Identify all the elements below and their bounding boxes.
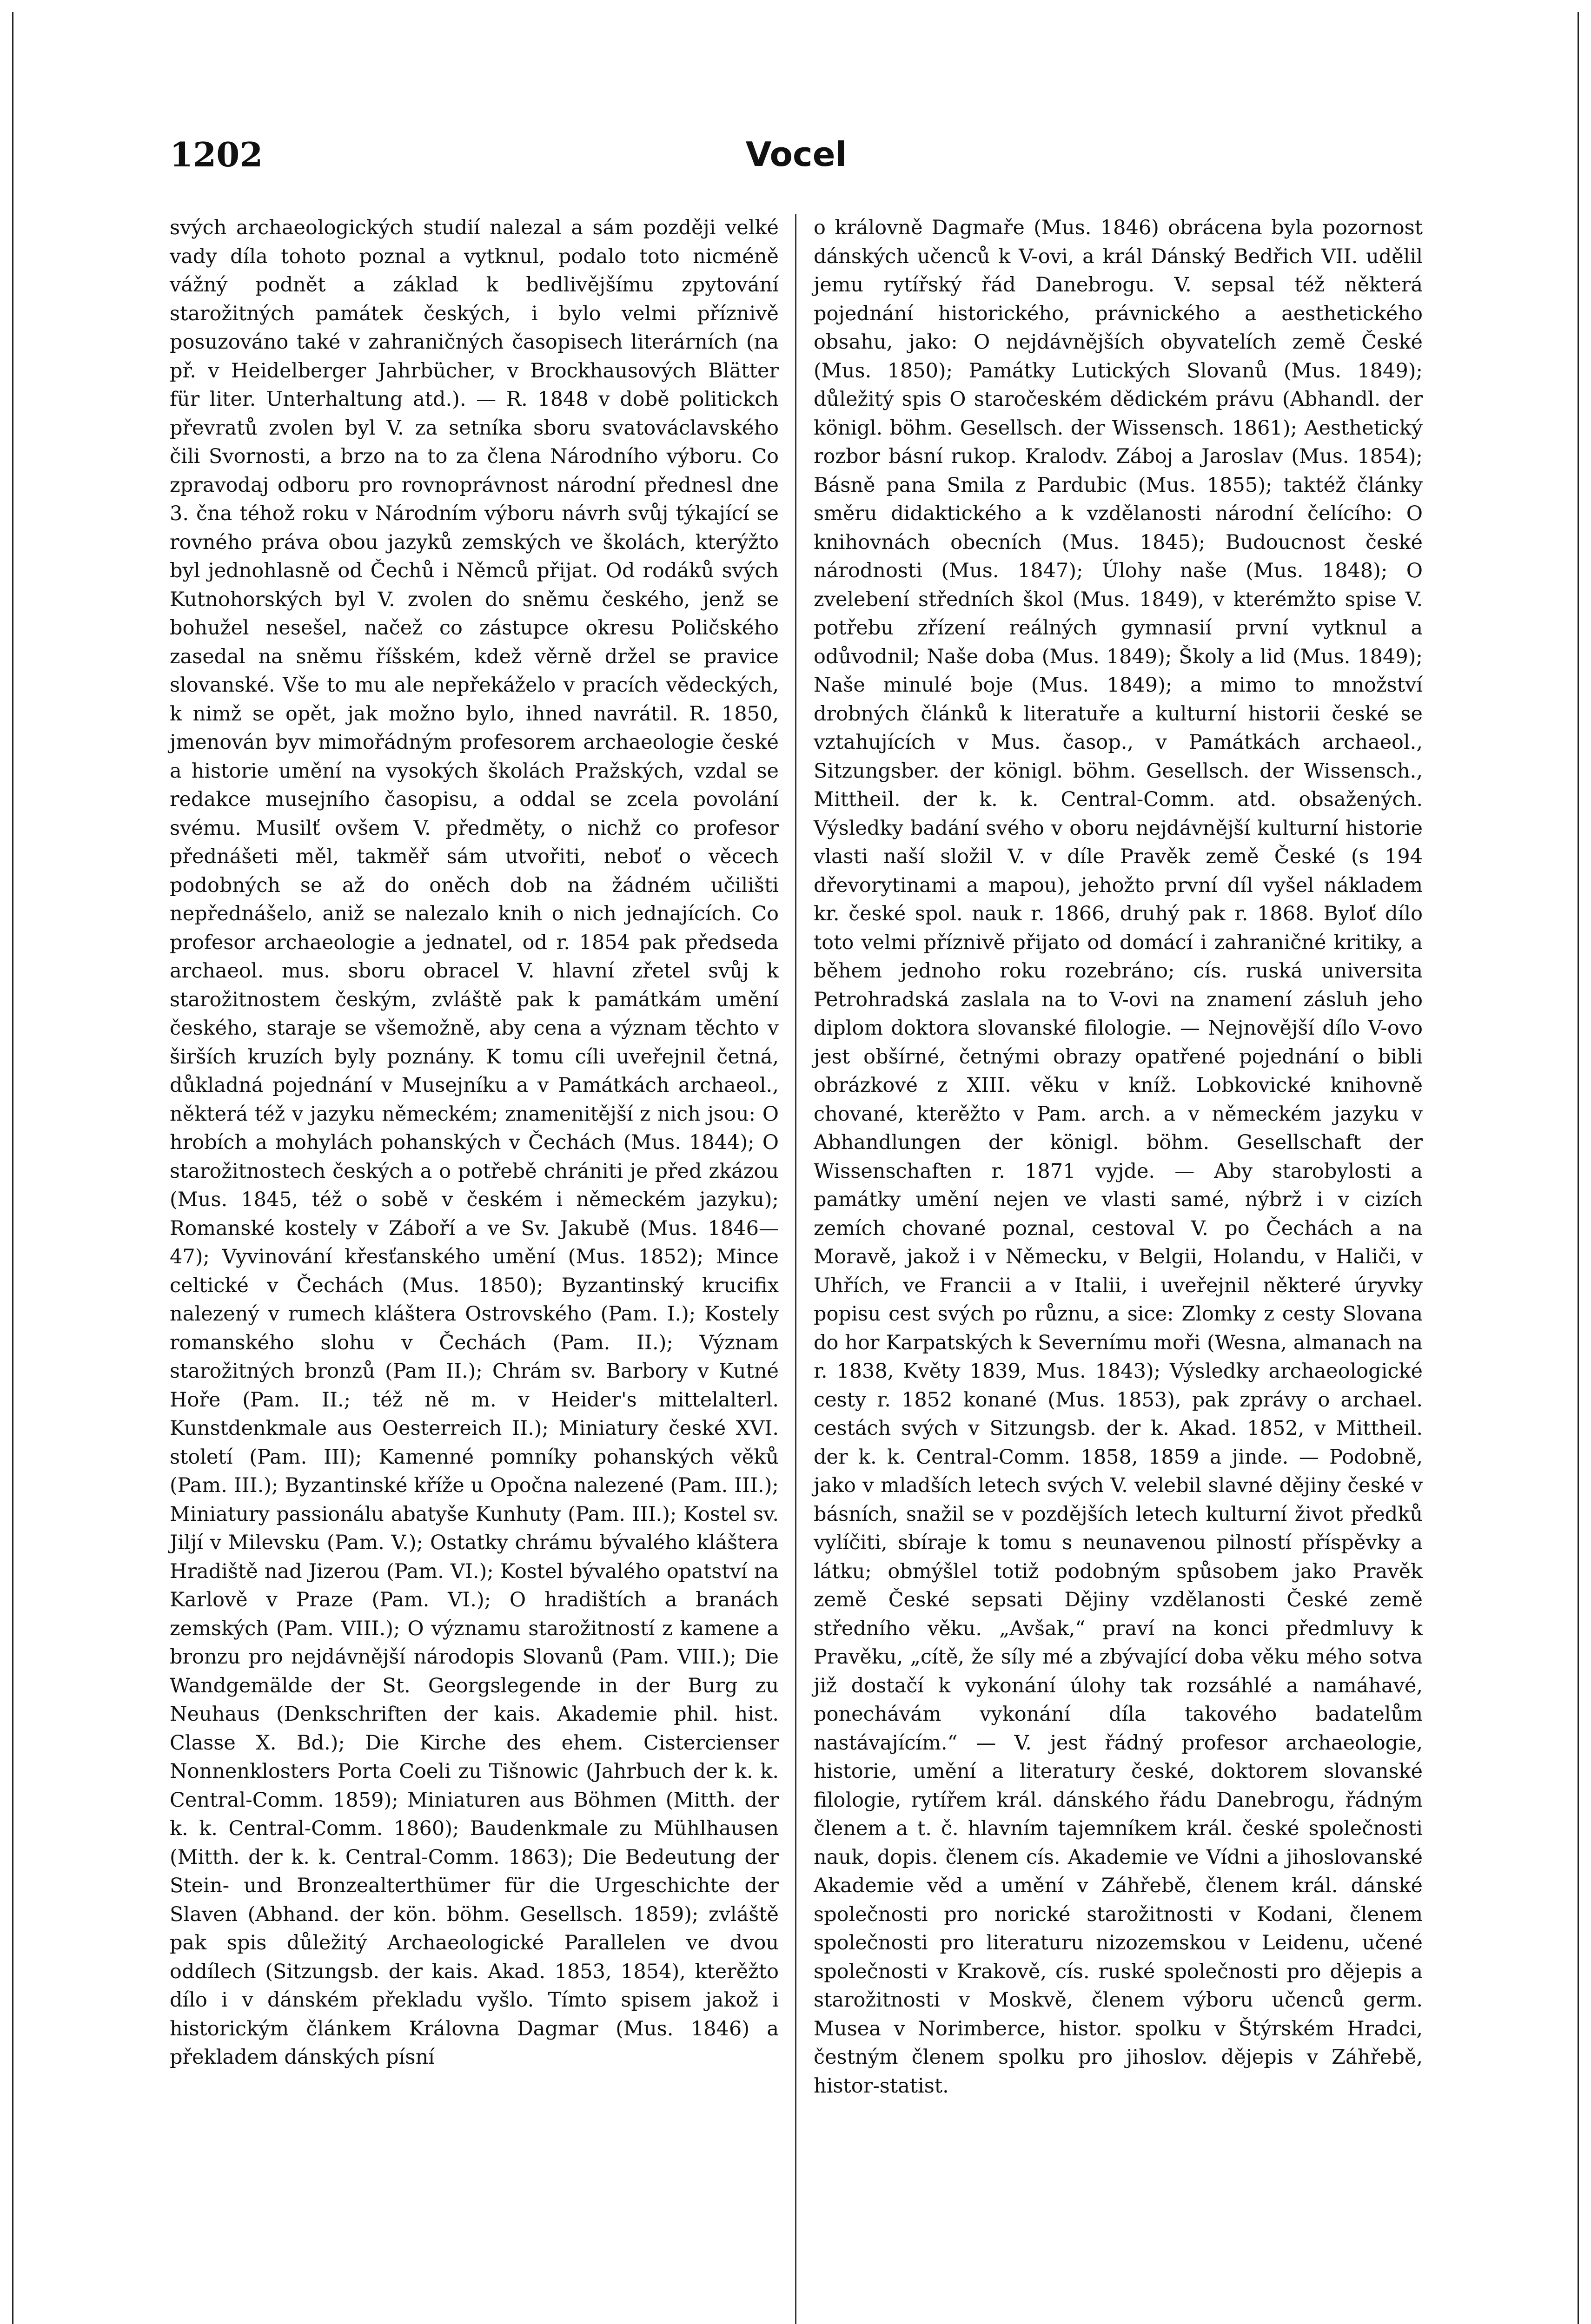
page <box>170 125 1423 2100</box>
page-header <box>170 125 1423 195</box>
right-column-text: o královně Dagmaře (Mus. 1846) obrácena byla pozornost dánských učenců k V-ovi, a král Dánský Bedřich VII. udělil jemu rytířský řád Danebrogu. V. sepsal též některá pojednání historického, právnického a aesthetického obsahu, jako: O nejdávnějších obyvatelích země České (Mus. 1850); Památky Lutických Slovanů (Mus. 1849); důležitý spis O staročeském dědickém právu (Abhandl. der königl. böhm. Gesellsch. der Wissensch. 1861); Aesthetický rozbor básní rukop. Kralodv. Záboj a Jaroslav (Mus. 1854); Básně pana Smila z Pardubic (Mus. 1855); taktéž články směru didaktického a k vzdělanosti národní čelícího: O knihovnách obecních (Mus. 1845); Budoucnost české národnosti (Mus. 1847); Úlohy naše (Mus. 1848); O zvelebení středních škol (Mus. 1849), v kterémžto spise V. potřebu zřízení reálných gymnasií první vytknul a odůvodnil; Naše doba (Mus. 1849); Školy a lid (Mus. 1849); Naše minulé boje (Mus. 1849); a mimo to množství drobných článků k literatuře a kulturní historii české se vztahujících v Mus. časop., v Památkách archaeol., Sitzungsber. der königl. böhm. Gesellsch. der Wissensch., Mittheil. der k. k. Central-Comm. atd. obsažených. Výsledky badání svého v oboru nejdávnější kulturní historie vlasti naší složil V. v díle Pravěk země České (s 194 dřevorytinami a mapou), jehožto první díl vyšel nákladem kr. české spol. nauk r. 1866, druhý pak r. 1868. Byloť dílo toto velmi příznivě přijato od domácí i zahraničné kritiky, a během jednoho roku rozebráno; cís. ruská universita Petrohradská zaslala na to V-ovi na znamení zásluh jeho diplom doktora slovanské filologie. — Nejnovější dílo V-ovo jest obšírné, četnými obrazy opatřené pojednání o bibli obrázkové z XIII. věku v kníž. Lobkovické knihovně chované, kterěžto v Pam. arch. a v německém jazyku v Abhandlungen der königl. böhm. Gesellschaft der Wissenschaften r. 1871 vyjde. — Aby starobylosti a památky umění nejen ve vlasti samé, nýbrž i v cizích zemích chované poznal, cestoval V. po Čechách a na Moravě, jakož i v Německu, v Belgii, Holandu, v Haliči, v Uhřích, ve Francii a v Italii, i uveřejnil některé úryvky popisu cest svých po různu, a sice: Zlomky z cesty Slovana do hor Karpatských k Severnímu moři (Wesna, almanach na r. 1838, Květy 1839, Mus. 1843); Výsledky archaeologické cesty r. 1852 konané (Mus. 1853), pak zprávy o archael. cestách svých v Sitzungsb. der k. Akad. 1852, v Mittheil. der k. k. Central-Comm. 1858, 1859 a jinde. — Podobně, jako v mladších letech svých V. velebil slavné dějiny české v básních, snažil se v pozdějších letech kulturní život předků vylíčiti, sbíraje k tomu s neunavenou pilností příspěvky a látku; obmýšlel totiž podobným spůsobem jako Pravěk země České sepsati Dějiny vzdělanosti České země středního věku. „Avšak,“ praví na konci předmluvy k Pravěku, „cítě, že síly mé a zbývající doba věku mého sotva již dostačí k vykonání úlohy tak rozsáhlé a namáhavé, ponechávám vykonání díla takového badatelům nastávajícím.“ — V. jest řádný profesor archaeologie, historie, umění a literatury české, doktorem slovanské filologie, rytířem král. dánského řádu Danebrogu, řádným členem a t. č. hlavním tajemníkem král. české společnosti nauk, dopis. členem cís. Akademie ve Vídni a jihoslovanské Akademie věd a umění v Záhřebě, členem král. dánské společnosti pro norické starožitnosti v Kodani, členem společnosti pro literaturu nizozemskou v Leidenu, učené společnosti v Krakově, cís. ruské společnosti pro dějepis a starožitnosti v Moskvě, členem výboru učenců germ. Musea v Norimberce, histor. spolku v Štýrském Hradci, čestným členem spolku pro jihoslov. dějepis v Záhřebě, histor-statist. <box>814 216 1423 2098</box>
column-divider <box>795 214 796 2324</box>
left-column-text: svých archaeologických studií nalezal a sám později velké vady díla tohoto poznal a vytknul, podalo toto nicméně vážný podnět a základ k bedlivějšímu zpytování starožitných památek českých, i bylo velmi příznivě posuzováno také v zahraničných časopisech literárních (na př. v Heidelberger Jahrbücher, v Brockhausových Blätter für liter. Unterhaltung atd.). — R. 1848 v době politickch převratů zvolen byl V. za setníka sboru svatováclavského čili Svornosti, a brzo na to za člena Národního výboru. Co zpravodaj odboru pro rovnoprávnost národní přednesl dne 3. čna téhož roku v Národním výboru návrh svůj týkající se rovného práva obou jazyků zemských ve školách, kterýžto byl jednohlasně od Čechů i Němců přijat. Od rodáků svých Kutnohorských byl V. zvolen do sněmu českého, jenž se bohužel nesešel, načež co zástupce okresu Poličského zasedal na sněmu říšském, kdež věrně držel se pravice slovanské. Vše to mu ale nepřekáželo v pracích vědeckých, k nimž se opět, jak možno bylo, ihned navrátil. R. 1850, jmenován byv mimořádným profesorem archaeologie české a historie umění na vysokých školách Pražských, vzdal se redakce musejního časopisu, a oddal se zcela povolání svému. Musilť ovšem V. předměty, o nichž co profesor přednášeti měl, takměř sám utvořiti, neboť o věcech podobných se až do oněch dob na žádném učilišti nepřednášelo, aniž se nalezalo knih o nich jednajících. Co profesor archaeologie a jednatel, od r. 1854 pak předseda archaeol. mus. sboru obracel V. hlavní zřetel svůj k starožitnostem českým, zvláště pak k památkám umění českého, staraje se všemožně, aby cena a význam těchto v širších kruzích byly poznány. K tomu cíli uveřejnil četná, důkladná pojednání v Musejníku a v Památkách archaeol., některá též v jazyku německém; znamenitější z nich jsou: O hrobích a mohylách pohanských v Čechách (Mus. 1844); O starožitnostech českých a o potřebě chrániti je před zkázou (Mus. 1845, též o sobě v českém i německém jazyku); Romanské kostely v Záboří a ve Sv. Jakubě (Mus. 1846—47); Vyvinování křesťanského umění (Mus. 1852); Mince celtické v Čechách (Mus. 1850); Byzantinský krucifix nalezený v rumech kláštera Ostrovského (Pam. I.); Kostely romanského slohu v Čechách (Pam. II.); Význam starožitných bronzů (Pam II.); Chrám sv. Barbory v Kutné Hoře (Pam. II.; též ně m. v Heider's mittelalterl. Kunstdenkmale aus Oesterreich II.); Miniatury české XVI. století (Pam. III); Kamenné pomníky pohanských věků (Pam. III.); Byzantinské kříže u Opočna nalezené (Pam. III.); Miniatury passionálu abatyše Kunhuty (Pam. III.); Kostel sv. Jiljí v Milevsku (Pam. V.); Ostatky chrámu bývalého kláštera Hradiště nad Jizerou (Pam. VI.); Kostel bývalého opatství na Karlově v Praze (Pam. VI.); O hradištích a branách zemských (Pam. VIII.); O významu starožitností z kamene a bronzu pro nejdávnější národopis Slovanů (Pam. VIII.); Die Wandgemälde der St. Georgslegende in der Burg zu Neuhaus (Denkschriften der kais. Akademie phil. hist. Classe X. Bd.); Die Kirche des ehem. Cistercienser Nonnenklosters Porta Coeli zu Tišnowic (Jahrbuch der k. k. Central-Comm. 1859); Miniaturen aus Böhmen (Mitth. der k. k. Central-Comm. 1860); Baudenkmale zu Mühlhausen (Mitth. der k. k. Central-Comm. 1863); Die Bedeutung der Stein- und Bronzealterthümer für die Urgeschichte der Slaven (Abhand. der kön. böhm. Gesellsch. 1859); zvláště pak spis důležitý Archaeologické Parallelen ve dvou oddílech (Sitzungsb. der kais. Akad. 1853, 1854), kterěžto dílo i v dánském překladu vyšlo. Tímto spisem jakož i historickým článkem Královna Dagmar (Mus. 1846) a překladem dánských písní <box>170 216 779 2069</box>
right-column <box>814 214 1423 2100</box>
left-column <box>170 214 779 2100</box>
page-number: 1202 <box>170 135 263 174</box>
running-head: Vocel <box>745 135 847 174</box>
text-columns <box>170 214 1423 2100</box>
